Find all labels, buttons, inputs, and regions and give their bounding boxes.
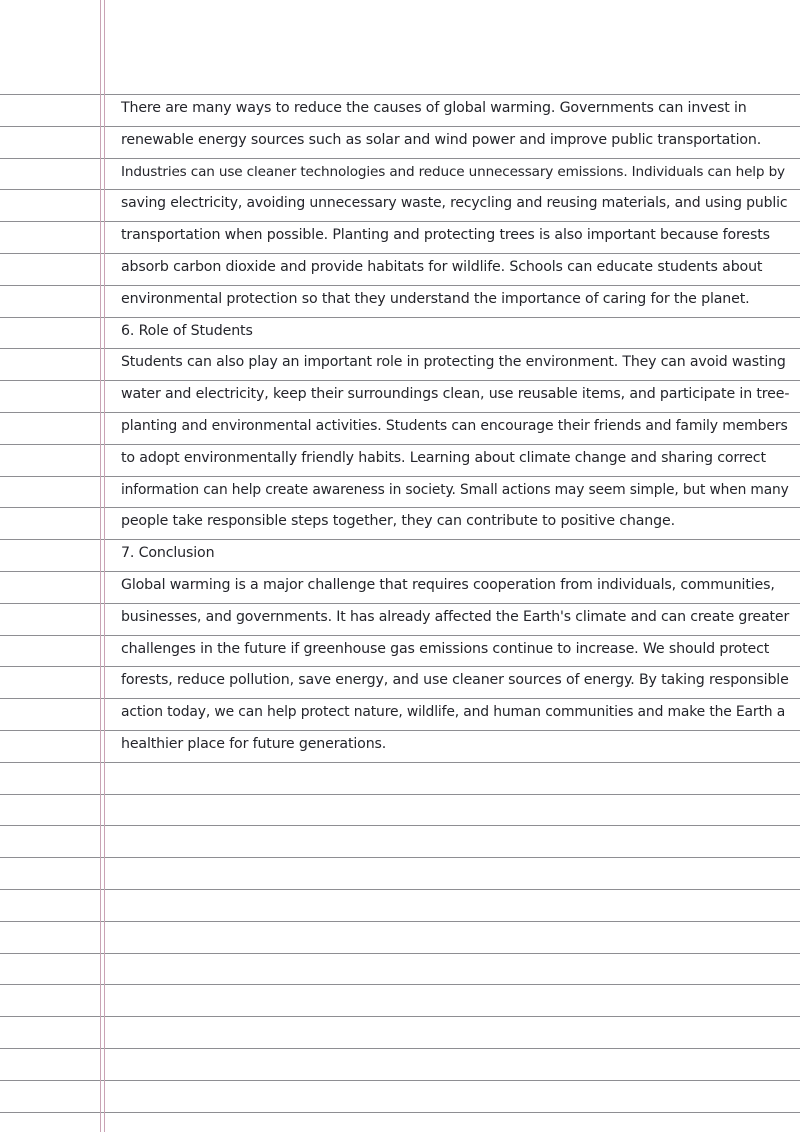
text-line: renewable energy sources such as solar and wind power and improve public transportation. xyxy=(121,131,762,148)
rule-line xyxy=(0,1016,800,1017)
text-line: water and electricity, keep their surroundings clean, use reusable items, and participate in tree- xyxy=(121,386,790,403)
text-line: absorb carbon dioxide and provide habitats for wildlife. Schools can educate students about xyxy=(121,258,763,275)
rule-line xyxy=(0,794,800,795)
text-line: Industries can use cleaner technologies and reduce unnecessary emissions. Individuals can help by xyxy=(121,163,785,180)
text-line: information can help create awareness in society. Small actions may seem simple, but when many xyxy=(121,481,789,498)
rule-line xyxy=(0,984,800,985)
text-line: forests, reduce pollution, save energy, and use cleaner sources of energy. By taking responsible xyxy=(121,672,789,689)
text-line: businesses, and governments. It has already affected the Earth's climate and can create greater xyxy=(121,608,790,625)
rule-line xyxy=(0,889,800,890)
text-line: Students can also play an important role in protecting the environment. They can avoid wasting xyxy=(121,354,786,371)
text-line: transportation when possible. Planting and protecting trees is also important because forests xyxy=(121,227,770,244)
text-line: challenges in the future if greenhouse gas emissions continue to increase. We should protect xyxy=(121,640,770,657)
rule-line xyxy=(0,762,800,763)
text-line: to adopt environmentally friendly habits. Learning about climate change and sharing correct xyxy=(121,449,766,466)
rule-line xyxy=(0,1048,800,1049)
rule-line xyxy=(0,825,800,826)
text-line: Global warming is a major challenge that requires cooperation from individuals, communities, xyxy=(121,576,775,593)
section-heading-conclusion: 7. Conclusion xyxy=(121,545,215,562)
text-line: There are many ways to reduce the causes of global warming. Governments can invest in xyxy=(121,100,747,116)
text-line: planting and environmental activities. Students can encourage their friends and family members xyxy=(121,417,788,434)
text-line: people take responsible steps together, they can contribute to positive change. xyxy=(121,513,675,530)
rule-line xyxy=(0,1112,800,1113)
rule-line xyxy=(0,921,800,922)
rule-line xyxy=(0,953,800,954)
margin-line-left xyxy=(100,0,101,1132)
rule-line xyxy=(0,1080,800,1081)
section-heading-role-of-students: 6. Role of Students xyxy=(121,322,253,339)
text-line: environmental protection so that they understand the importance of caring for the planet. xyxy=(121,290,750,307)
text-line: saving electricity, avoiding unnecessary waste, recycling and reusing materials, and using public xyxy=(121,195,788,212)
document-body xyxy=(121,94,790,762)
text-line: action today, we can help protect nature, wildlife, and human communities and make the Earth a xyxy=(121,704,786,721)
margin-line-right xyxy=(104,0,105,1132)
rule-line xyxy=(0,857,800,858)
text-line: healthier place for future generations. xyxy=(121,735,387,752)
